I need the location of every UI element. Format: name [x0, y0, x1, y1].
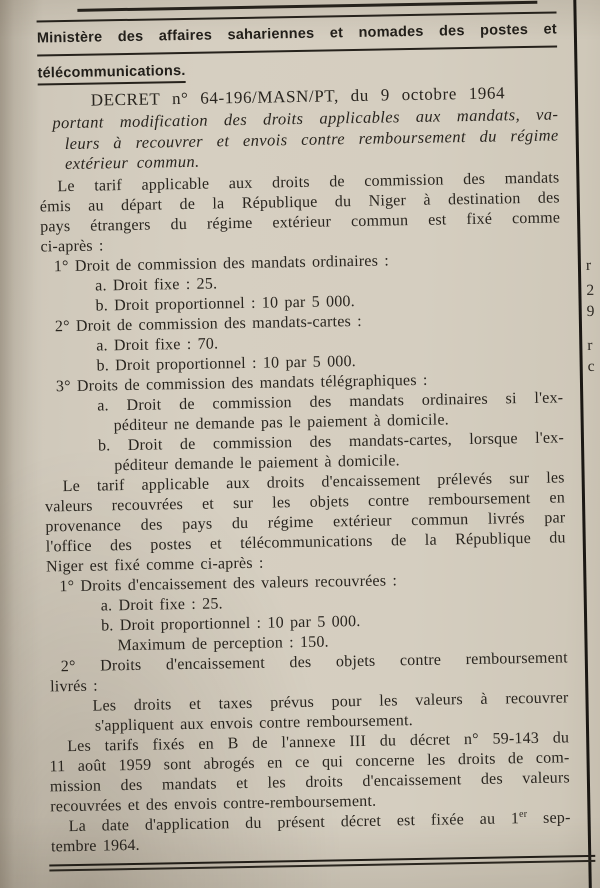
margin-text-fragment: c [587, 357, 595, 375]
decree-title: DECRET n° 64-196/MASN/PT, du 9 octobre 1964 [90, 83, 506, 110]
text-line: leurs à recouvrer et envois contre remboursement du régime [64, 125, 559, 153]
text-line: La date d'application du présent décret est fixée au 1er sep- [68, 808, 571, 835]
text-line: recouvrées et des envois contre-remboursement. [50, 792, 377, 816]
text-line: b. Droit proportionnel : 10 par 5 000. [96, 352, 357, 375]
text-line: provenance des pays du régime extérieur commun livrés par [45, 509, 566, 536]
bottom-double-rule [49, 855, 595, 872]
margin-text-fragment: r [587, 336, 593, 354]
text-line: a. Droit de commission des mandats ordinaires si l'ex- [97, 389, 564, 415]
ministry-header-line1: Ministère des affaires sahariennes et nomades des postes et [37, 11, 558, 56]
text-line: péditeur demande le paiement à domicile. [114, 452, 400, 475]
text-line: pays étrangers du régime extérieur commun est fixé comme [40, 209, 561, 236]
text-line: 2° Droit de commission des mandats-cartes : [54, 312, 362, 336]
text-line: 1° Droits d'encaissement des valeurs recouvrées : [59, 572, 398, 595]
margin-text-fragment: 9 [586, 302, 595, 320]
text-line: b. Droit de commission des mandats-cartes, lorsque l'ex- [97, 429, 565, 455]
text-line: péditeur ne demande pas le paiement à domicile. [113, 411, 450, 435]
margin-text-fragment: r [585, 256, 592, 274]
text-line: valeurs recouvrées et sur les objets contre remboursement en [44, 489, 566, 516]
text-line: tembre 1964. [50, 836, 140, 856]
text-line: 3° Droits de commission des mandats télégraphiques : [55, 371, 428, 396]
text-line: Le tarif applicable aux droits d'encaissement prélevés sur les [62, 469, 565, 495]
text-line: Le tarif applicable aux droits de commission des mandats [57, 169, 560, 195]
text-line: émis au départ de la République du Niger à destination des [39, 189, 560, 216]
text-line: 1° Droit de commission des mandats ordinaires : [53, 252, 390, 276]
body-paragraph [50, 808, 571, 857]
text-line: Niger est fixé comme ci-après : [45, 554, 264, 576]
text-column [37, 11, 572, 871]
body-paragraph [49, 728, 570, 817]
text-line: ci-après : [40, 237, 104, 256]
top-stub-rule [77, 1, 537, 12]
text-line: Maximum de perception : 150. [117, 633, 329, 654]
text-line: portant modification des droits applicables aux mandats, va- [52, 104, 559, 133]
text-line: livrés : [50, 677, 98, 696]
body-paragraph [39, 168, 560, 257]
decree-body [39, 168, 571, 857]
text-line: 11 août 1959 sont abrogés en ce qui concerne les droits de com- [49, 749, 570, 776]
decree-subtitle [38, 104, 559, 175]
text-line: mission des mandats et les droits d'encaissement des valeurs [49, 769, 571, 796]
text-line: a. Droit fixe : 25. [100, 595, 223, 615]
text-line: s'appliquent aux envois contre remboursement. [94, 711, 414, 735]
text-line: extérieur commun. [64, 151, 200, 174]
text-line: b. Droit proportionnel : 10 par 5 000. [95, 292, 356, 315]
text-line: Les tarifs fixés en B de l'annexe III du décret n° 59-143 du [67, 729, 570, 755]
text-line: Les droits et taxes prévus pour les valeurs à recouvrer [92, 689, 569, 715]
margin-text-fragment: 2 [586, 281, 595, 299]
body-paragraph [45, 468, 567, 577]
text-line: l'office des postes et télécommunications de la République du [45, 529, 566, 556]
column-divider-rule [573, 0, 592, 888]
text-line: 2° Droits d'encaissement des objets contre remboursement [60, 649, 568, 675]
ministry-header-line2-text: télécommunications. [37, 63, 185, 86]
text-line: a. Droit fixe : 25. [95, 275, 218, 295]
text-line: b. Droit proportionnel : 10 par 5 000. [100, 612, 361, 635]
ministry-header [37, 11, 558, 85]
text-line: a. Droit fixe : 70. [96, 335, 219, 355]
